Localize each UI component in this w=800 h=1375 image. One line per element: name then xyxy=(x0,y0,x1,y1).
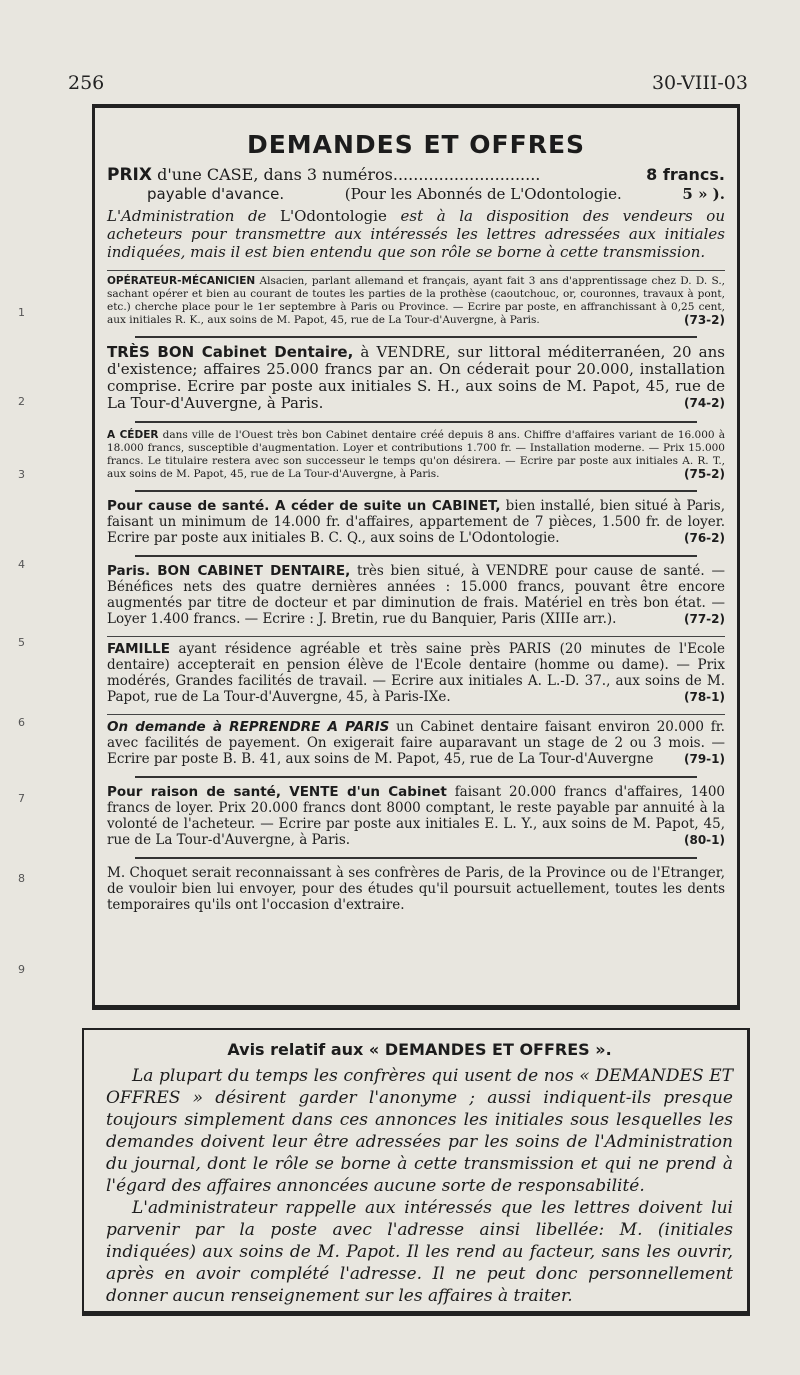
notice-body: M. Choquet serait reconnaissant à ses confrères de Paris, de la Province ou de l'Etranger, de vouloir bien lui envoyer, pour des études qu'il poursuit actuellement, toutes les dents temporaires qu'ils ont l'occasion d'extraire. xyxy=(107,865,725,913)
ad-reference: (78-1) xyxy=(684,690,725,704)
notice-choquet xyxy=(107,865,725,913)
ad-body: un Cabinet dentaire faisant environ 20.000 fr. avec facilités de payement. On exigerait faire auparavant un stage de 2 ou 3 mois. — Ecrire par poste B. B. 41, aux soins de M. Papot, 45, rue de La Tour-d'Auvergne xyxy=(107,719,725,767)
ad-body: bien installé, bien situé à Paris, faisant un minimum de 14.000 fr. d'affaires, appartement de 7 pièces, 1.500 fr. de loyer. Ecrire par poste aux initiales B. C. Q., aux soins de L'Odontologie. xyxy=(107,498,725,546)
ad-heading: OPÉRATEUR-MÉCANICIEN xyxy=(107,275,256,287)
ad-reference: (76-2) xyxy=(684,531,725,545)
margin-number: 6 xyxy=(18,716,25,729)
admin-note-post: est à la disposition des vendeurs ou acheteurs pour transmettre aux intéressés les lettres adressées aux initiales indiquées, mais il est bien entendu que son rôle se borne à cette transmission. xyxy=(107,207,725,261)
divider xyxy=(135,776,697,778)
margin-number: 7 xyxy=(18,792,25,805)
price-text: d'une CASE, dans 3 numéros............................. xyxy=(157,165,541,184)
ad-heading: On demande à REPRENDRE A PARIS xyxy=(107,719,390,735)
divider xyxy=(107,714,725,715)
journal-name: L'Odontologie xyxy=(280,207,387,225)
divider xyxy=(107,270,725,271)
margin-number: 5 xyxy=(18,636,25,649)
margin-number: 3 xyxy=(18,468,25,481)
divider xyxy=(135,857,697,859)
ad-reference: (75-2) xyxy=(684,467,725,481)
ad-heading: Pour cause de santé. A céder de suite un CABINET, xyxy=(107,498,501,514)
avis-box xyxy=(82,1028,750,1316)
ad-reference: (74-2) xyxy=(684,396,725,410)
price-line-1 xyxy=(107,165,725,185)
issue-date: 30-VIII-03 xyxy=(651,72,748,94)
ad-body: à VENDRE, sur littoral méditerranéen, 20 ans d'existence; affaires 25.000 francs par an. On céderait pour 20.000, installation comprise. Ecrire par poste aux initiales S. H., aux soins de M. Papot, 45, rue de La Tour-d'Auvergne, à Paris. xyxy=(107,343,725,412)
price-value: 8 francs. xyxy=(646,165,725,184)
ad-reference: (79-1) xyxy=(684,752,725,766)
margin-number: 9 xyxy=(18,963,25,976)
margin-number: 4 xyxy=(18,558,25,571)
divider xyxy=(107,636,725,637)
margin-number: 1 xyxy=(18,306,25,319)
classified-ad xyxy=(107,498,725,546)
ad-heading: TRÈS BON Cabinet Dentaire, xyxy=(107,343,354,361)
ad-heading: FAMILLE xyxy=(107,641,171,657)
avis-paragraph-1: La plupart du temps les confrères qui usent de nos « DEMANDES ET OFFRES » désirent garder l'anonyme ; aussi indiquent-ils presque toujours simplement dans ces annonces les initiales sous lesquelles les demandes doivent leur être adressées par les soins de l'Administration du journal, dont le rôle se borne à cette transmission et qui ne prend à l'égard des affaires annoncées aucune sorte de responsabilité. xyxy=(106,1066,733,1196)
classified-ad xyxy=(107,344,725,412)
classified-ad xyxy=(107,563,725,627)
ad-heading: A CÉDER xyxy=(107,429,159,441)
classified-ad xyxy=(107,719,725,767)
page-header xyxy=(68,72,748,94)
demandes-offres-box xyxy=(92,104,740,1010)
ad-body: dans ville de l'Ouest très bon Cabinet dentaire créé depuis 8 ans. Chiffre d'affaires variant de 16.000 à 18.000 francs, susceptible d'augmentation. Loyer et contributions 1.700 fr. — Installation moderne. — Prix 15.000 francs. Le titulaire restera avec son successeur le temps qu'on désirera. — Ecrire par poste aux initiales A. R. T., aux soins de M. Papot, 45, rue de La Tour-d'Auvergne, à Paris. xyxy=(107,429,725,480)
classified-ad xyxy=(107,784,725,848)
ad-reference: (77-2) xyxy=(684,612,725,626)
divider xyxy=(135,490,697,492)
admin-note-pre: L'Administration de xyxy=(107,207,267,225)
ad-reference: (73-2) xyxy=(684,313,725,327)
margin-number: 8 xyxy=(18,872,25,885)
payable-label: payable d'avance. xyxy=(147,185,285,203)
divider xyxy=(135,336,697,338)
margin-line-numbers xyxy=(14,0,34,1000)
ad-reference: (80-1) xyxy=(684,833,725,847)
avis-paragraph-2: L'administrateur rappelle aux intéressés que les lettres doivent lui parvenir par la poste avec l'adresse ainsi libellée: M. (initiales indiquées) aux soins de M. Papot. Il les rend au facteur, sans les ouvrir, après en avoir complété l'adresse. Il ne peut donc personnellement donner aucun renseignement sur les affaires à traiter. xyxy=(106,1198,733,1306)
classified-ad xyxy=(107,641,725,705)
divider xyxy=(135,421,697,423)
admin-note xyxy=(107,207,725,261)
price-label: PRIX xyxy=(107,165,152,185)
classified-ad xyxy=(107,429,725,481)
avis-title: Avis relatif aux « DEMANDES ET OFFRES ». xyxy=(227,1040,612,1059)
ad-heading: Pour raison de santé, VENTE d'un Cabinet xyxy=(107,784,447,800)
section-title: DEMANDES ET OFFRES xyxy=(246,130,586,159)
subscriber-price-text: (Pour les Abonnés de L'Odontologie. xyxy=(344,185,622,203)
margin-number: 2 xyxy=(18,395,25,408)
ad-body: très bien situé, à VENDRE pour cause de santé. — Bénéfices nets des quatre dernières années : 15.000 francs, pouvant être encore augmentés par titre de docteur et par diminution de frais. Matériel en très bon état. — Loyer 1.400 francs. — Ecrire : J. Bretin, rue du Banquier, Paris (XIIIe arr.). xyxy=(107,563,725,627)
ad-heading: Paris. BON CABINET DENTAIRE, xyxy=(107,563,351,579)
classified-ad xyxy=(107,275,725,327)
ad-body: faisant 20.000 francs d'affaires, 1400 francs de loyer. Prix 20.000 francs dont 8000 comptant, le reste payable par annuité à la volonté de l'acheteur. — Ecrire par poste aux initiales E. L. Y., aux soins de M. Papot, 45, rue de La Tour-d'Auvergne, à Paris. xyxy=(107,784,725,848)
divider xyxy=(135,555,697,557)
ad-body: Alsacien, parlant allemand et français, ayant fait 3 ans d'apprentissage chez D. D. S., sachant opérer et bien au courant de toutes les parties de la prothèse (caoutchouc, or, couronnes, travaux à pont, etc.) cherche place pour le 1er septembre à Paris ou Province. — Ecrire par poste, en affranchissant à 0,25 cent, aux initiales R. K., aux soins de M. Papot, 45, rue de La Tour-d'Auvergne, à Paris. xyxy=(107,275,725,326)
price-line-2 xyxy=(107,185,725,204)
page-number: 256 xyxy=(68,72,105,94)
ad-body: ayant résidence agréable et très saine près PARIS (20 minutes de l'Ecole dentaire) accepterait en pension élève de l'Ecole dentaire (homme ou dame). — Prix modérés, Grandes facilités de travail. — Ecrire aux initiales A. L.-D. 37., aux soins de M. Papot, rue de La Tour-d'Auvergne, 45, à Paris-IXe. xyxy=(107,641,725,705)
subscriber-price-value: 5 » ). xyxy=(682,185,725,203)
